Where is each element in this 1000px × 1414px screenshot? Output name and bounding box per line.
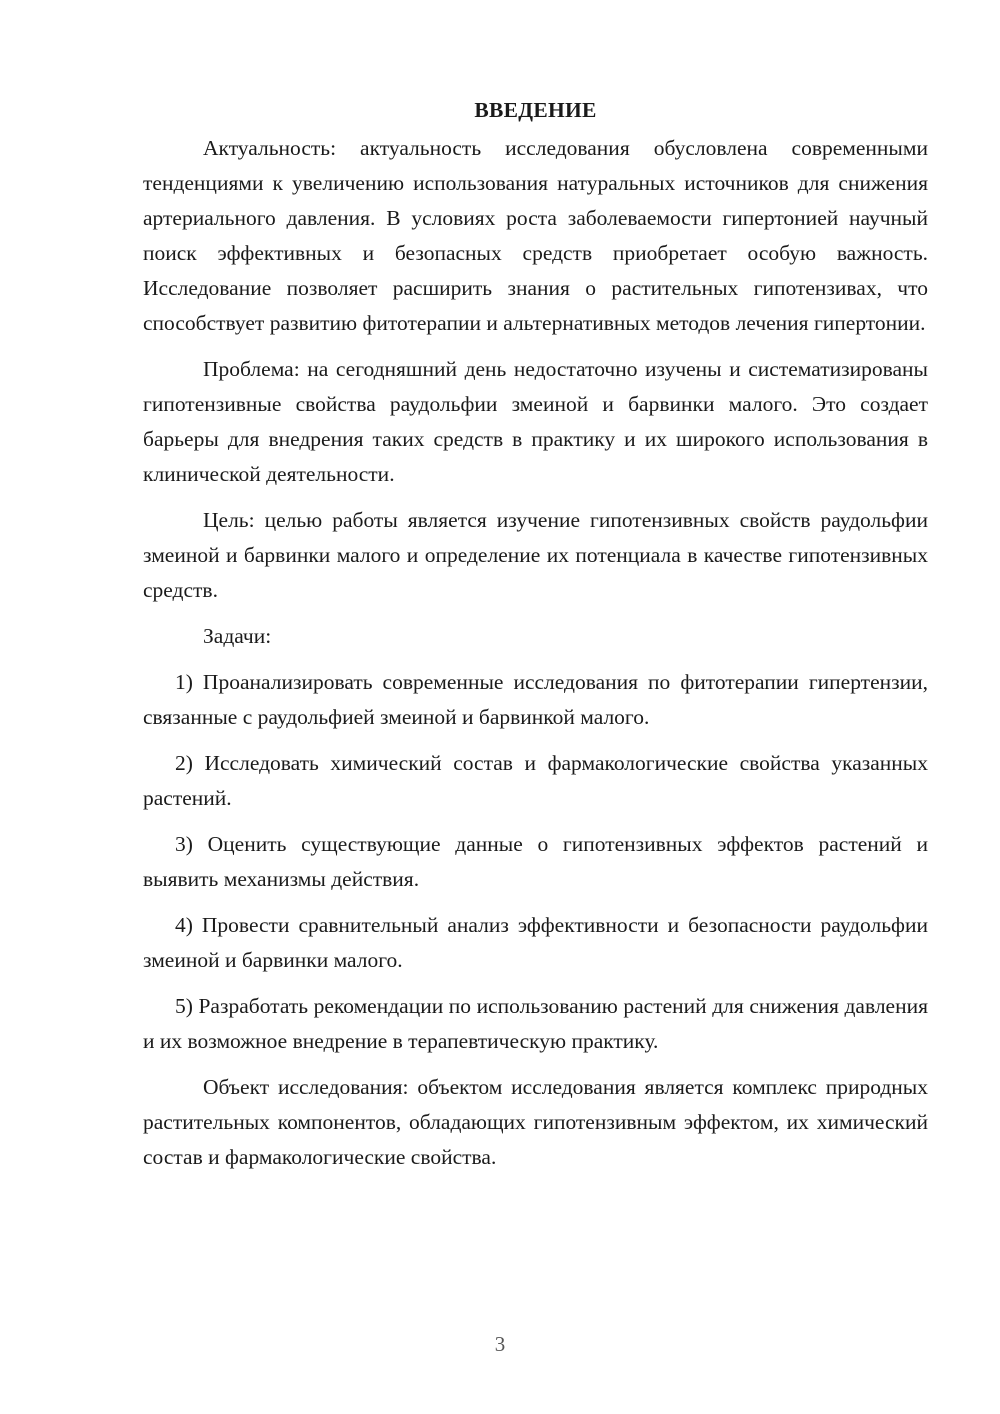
task-item: 3) Оценить существующие данные о гипотензивных эффектов растений и выявить механизмы действия.: [143, 832, 928, 891]
paragraph-problem: Проблема: на сегодняшний день недостаточно изучены и систематизированы гипотензивные свойства раудольфии змеиной и барвинки малого. Это создает барьеры для внедрения таких средств в практику и их широкого использования в клинической деятельности.: [143, 357, 928, 486]
tasks-list: [143, 665, 928, 1059]
task-item: 2) Исследовать химический состав и фармакологические свойства указанных растений.: [143, 751, 928, 810]
document-page: [143, 93, 928, 1175]
page-title: ВВЕДЕНИЕ: [474, 98, 597, 122]
task-item: 1) Проанализировать современные исследования по фитотерапии гипертензии, связанные с раудольфией змеиной и барвинкой малого.: [143, 670, 928, 729]
paragraph-goal: Цель: целью работы является изучение гипотензивных свойств раудольфии змеиной и барвинки малого и определение их потенциала в качестве гипотензивных средств.: [143, 508, 928, 602]
page-number: 3: [494, 1332, 506, 1356]
tasks-heading: Задачи:: [203, 624, 272, 648]
task-item: 5) Разработать рекомендации по использованию растений для снижения давления и их возможное внедрение в терапевтическую практику.: [143, 994, 928, 1053]
paragraph-object: Объект исследования: объектом исследования является комплекс природных растительных компонентов, обладающих гипотензивным эффектом, их химический состав и фармакологические свойства.: [143, 1075, 928, 1169]
paragraph-relevance: Актуальность: актуальность исследования обусловлена современными тенденциями к увеличению использования натуральных источников для снижения артериального давления. В условиях роста заболеваемости гипертонией научный поиск эффективных и безопасных средств приобретает особую важность. Исследование позволяет расширить знания о растительных гипотензивах, что способствует развитию фитотерапии и альтернативных методов лечения гипертонии.: [143, 136, 928, 335]
task-item: 4) Провести сравнительный анализ эффективности и безопасности раудольфии змеиной и барвинки малого.: [143, 913, 928, 972]
